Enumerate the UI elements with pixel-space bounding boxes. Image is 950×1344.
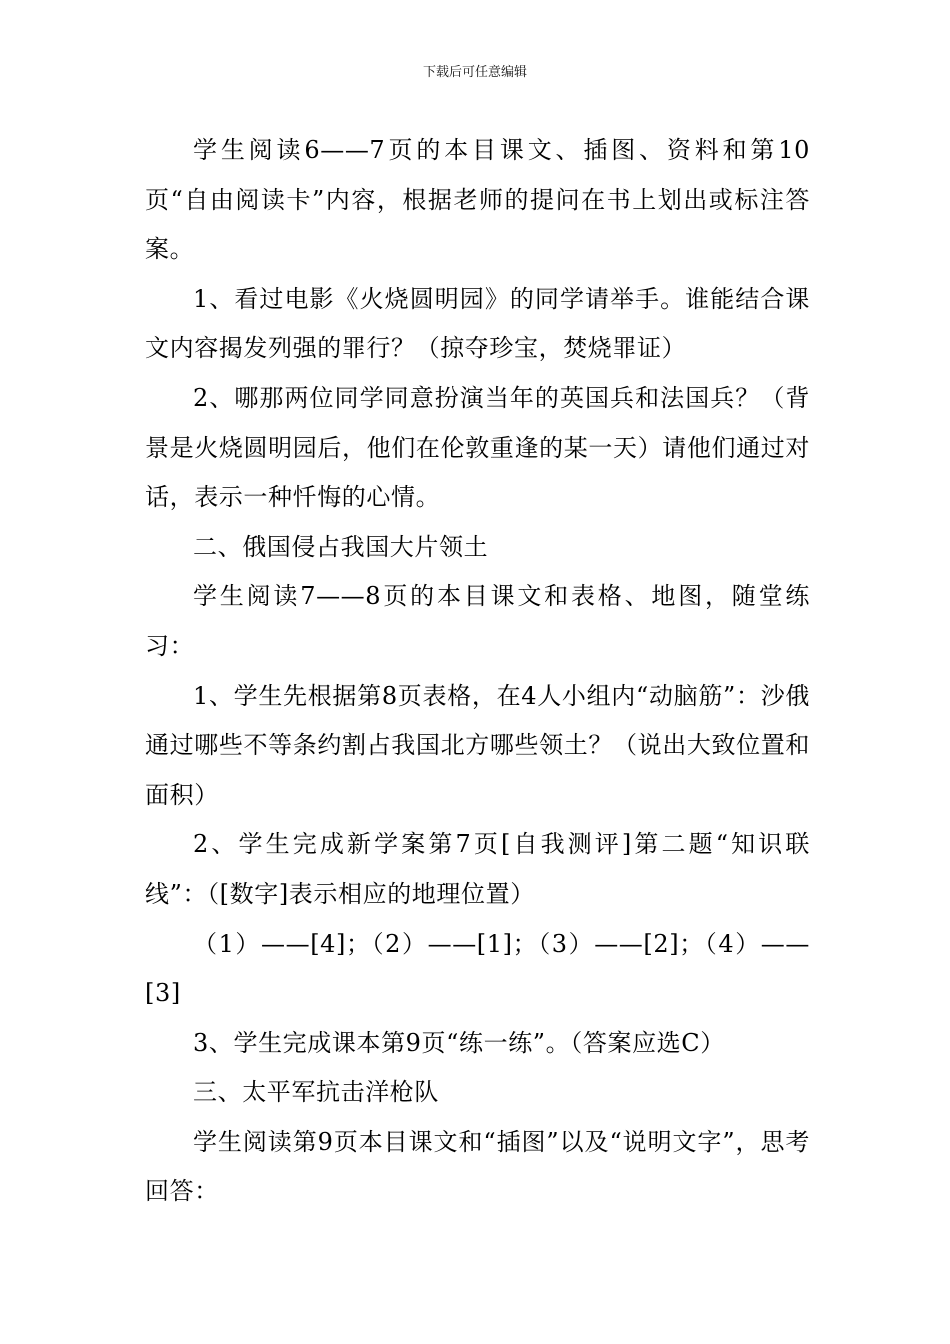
paragraph-exercise-2: 2、学生完成新学案第7页[自我测评]第二题“知识联线”：（[数字]表示相应的地理位置） (145, 830, 810, 908)
paragraph-reading-intro: 学生阅读6——7页的本目课文、插图、资料和第10页“自由阅读卡”内容，根据老师的提问在书上划出或标注答案。 (145, 136, 810, 264)
paragraph-question-2: 2、哪那两位同学同意扮演当年的英国兵和法国兵？（背景是火烧圆明园后，他们在伦敦重逢的某一天）请他们通过对话，表示一种忏悔的心情。 (145, 383, 810, 512)
paragraph-exercise-answers: （1）——[4]；（2）——[1]；（3）——[2]；（4）——[3] (145, 929, 810, 1008)
section-heading-2: 二、俄国侵占我国大片领土 (193, 532, 489, 561)
paragraph-reading-9: 学生阅读第9页本目课文和“插图”以及“说明文字”，思考回答： (145, 1127, 810, 1206)
paragraph-reading-7-8: 学生阅读7——8页的本目课文和表格、地图，随堂练习： (145, 582, 810, 660)
paragraph-exercise-1: 1、学生先根据第8页表格，在4人小组内“动脑筋”：沙俄通过哪些不等条约割占我国北方哪些领土？（说出大致位置和面积） (145, 681, 810, 809)
page-header: 下载后可任意编辑 (422, 65, 527, 80)
document-body (145, 126, 810, 1217)
paragraph-exercise-3: 3、学生完成课本第9页“练一练”。（答案应选C） (193, 1028, 725, 1057)
paragraph-question-1: 1、看过电影《火烧圆明园》的同学请举手。谁能结合课文内容揭发列强的罪行？（掠夺珍宝，焚烧罪证） (145, 284, 810, 363)
section-heading-3: 三、太平军抗击洋枪队 (193, 1078, 439, 1107)
